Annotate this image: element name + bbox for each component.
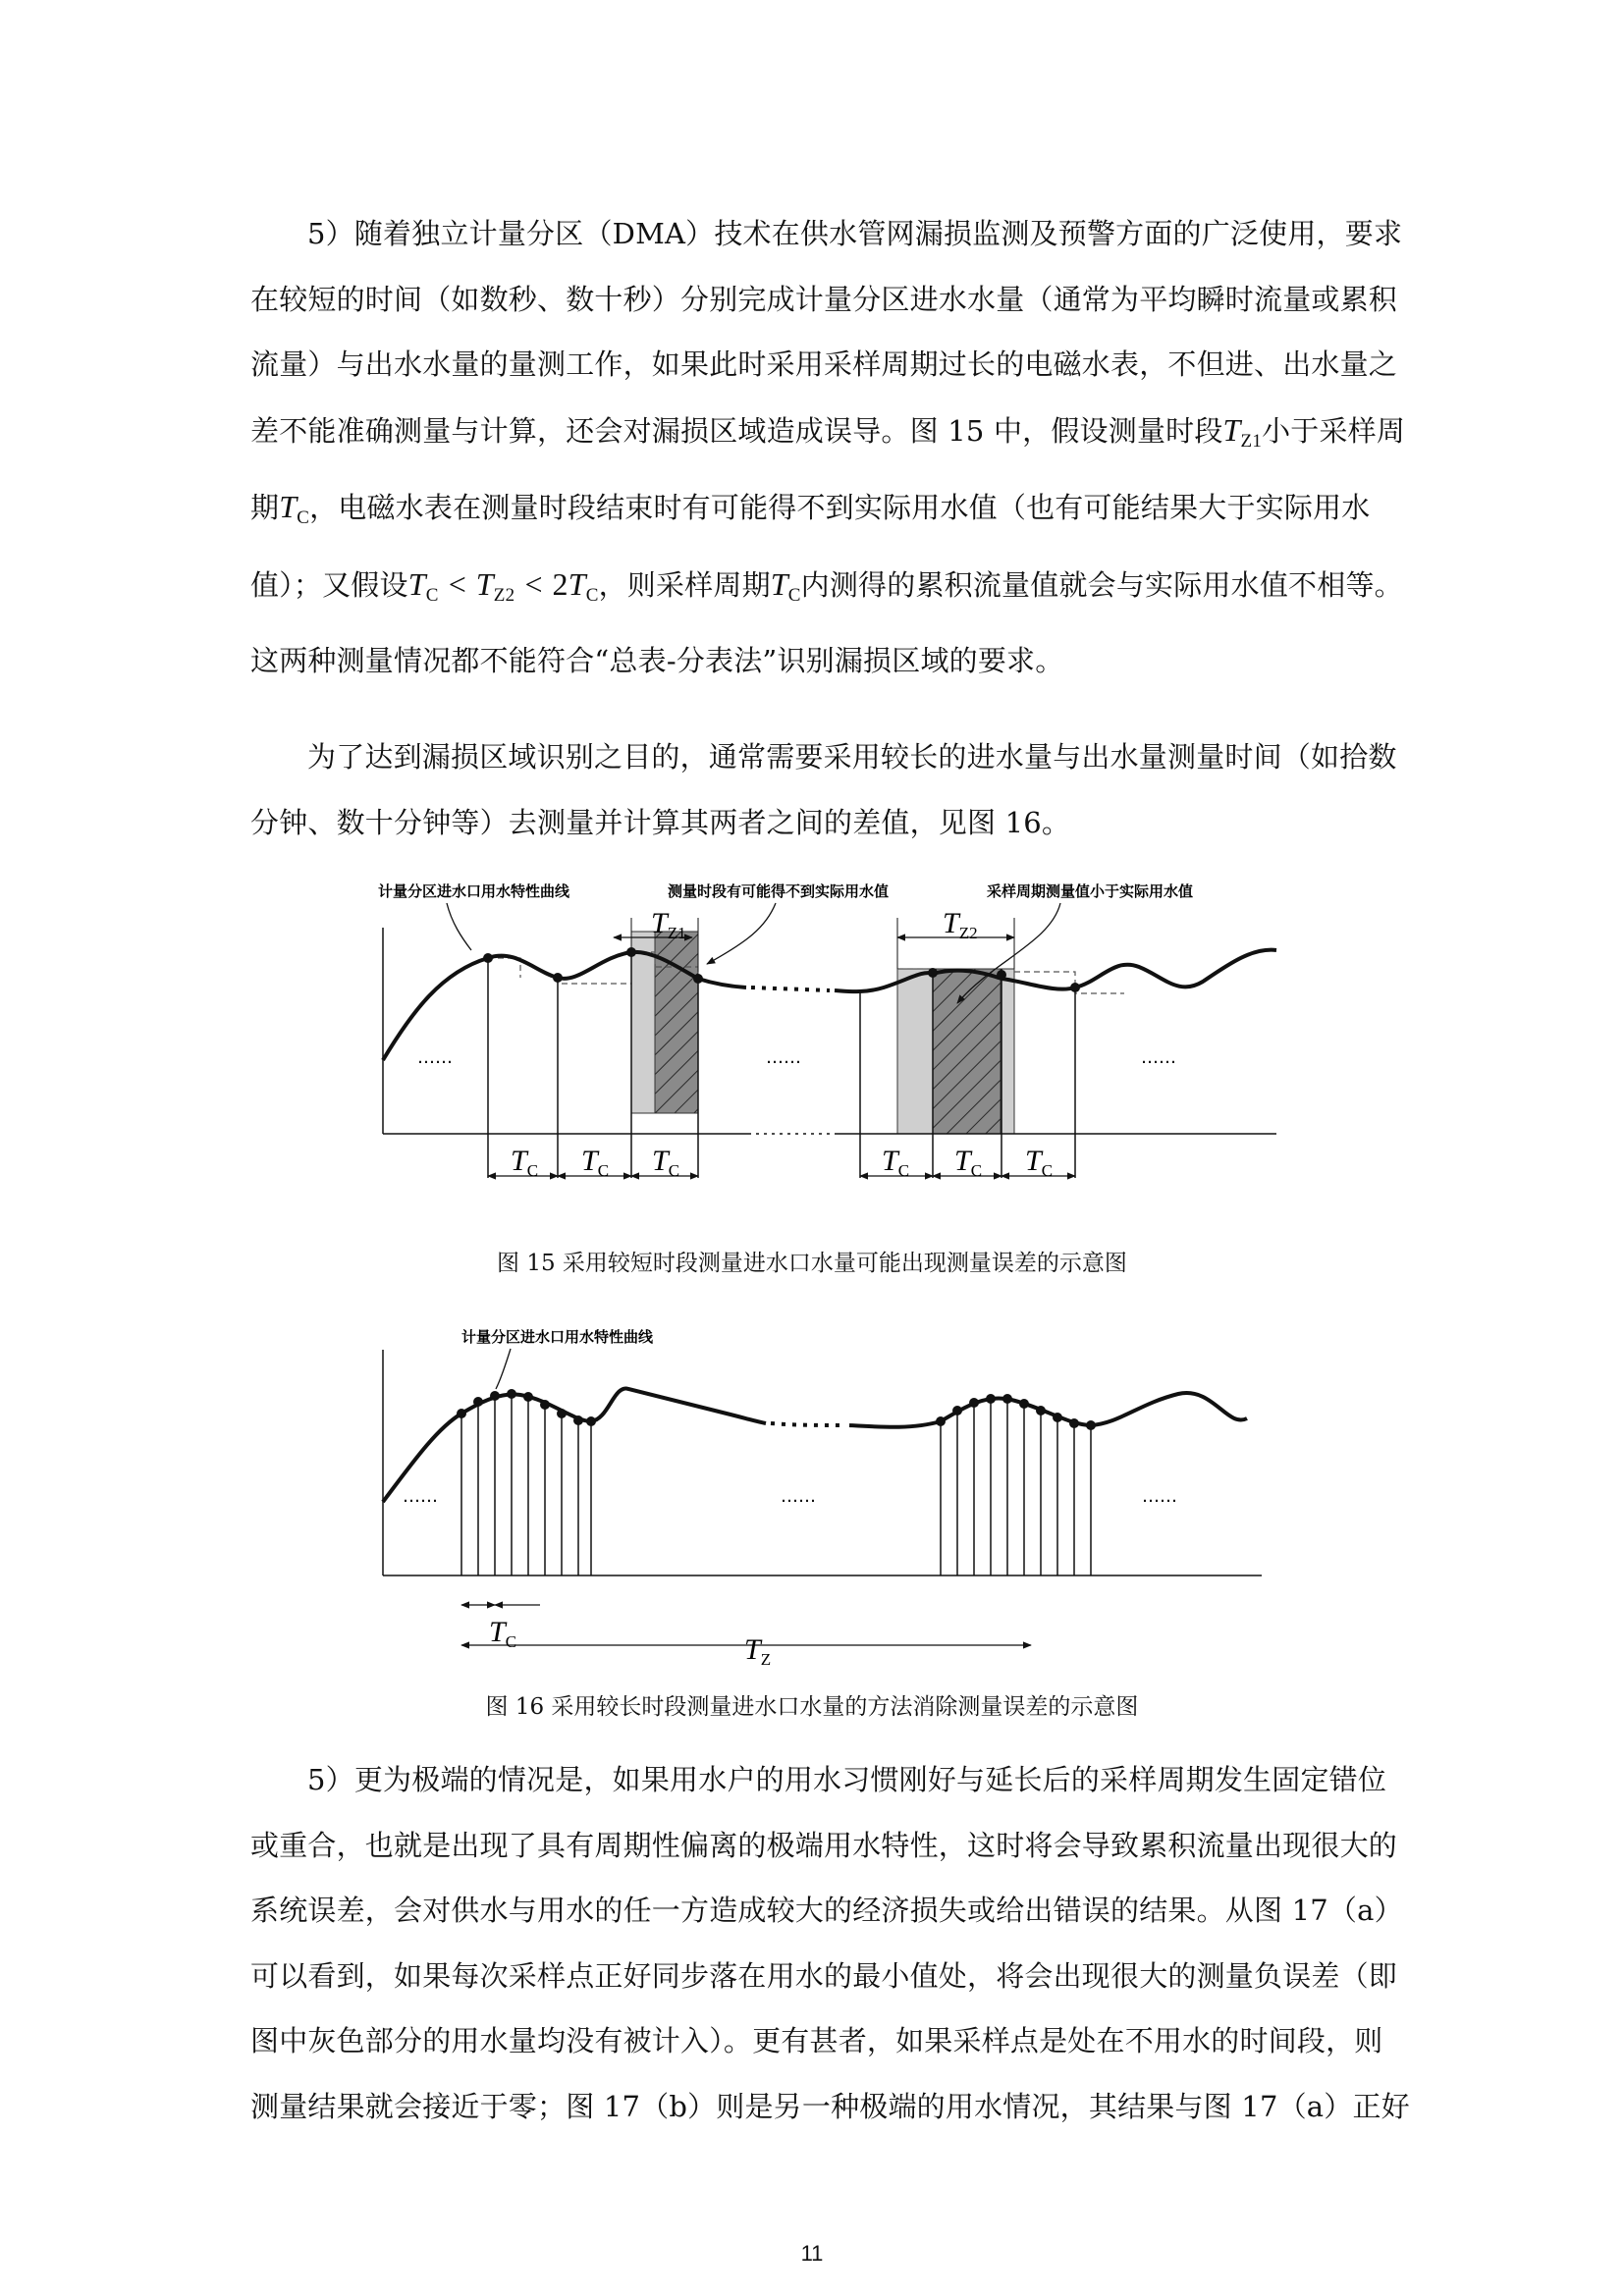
figure-15-caption: 图 15 采用较短时段测量进水口水量可能出现测量误差的示意图 [497, 1251, 1127, 1276]
label-curve: 计量分区进水口用水特性曲线 [461, 1328, 654, 1346]
water-usage-curve-dotted [751, 988, 830, 990]
label-tz1-error: 测量时段有可能得不到实际用水值 [668, 882, 890, 900]
text-line: 这两种测量情况都不能符合“总表-分表法”识别漏损区域的要求。 [250, 644, 1064, 677]
leader-line [447, 903, 471, 950]
text-line: 流量）与出水水量的量测工作，如果此时采用采样周期过长的电磁水表，不但进、出水量之 [250, 347, 1398, 381]
label-tz2: $T_{Z2}$ [943, 907, 978, 942]
sample-lines [941, 1398, 1091, 1575]
math-tz1: $T_{Z1}$ [1222, 411, 1263, 452]
text-line: 值）；又假设$T_C < T_{Z2} < 2T_C$，则采样周期$T_C$内测得的累积流量值就会与实际用水值不相等。 [250, 565, 1403, 606]
label-tc: $T_C$ [652, 1145, 680, 1180]
text-line: 5）随着独立计量分区（DMA）技术在供水管网漏损监测及预警方面的广泛使用，要求 [307, 217, 1403, 250]
label-tc: $T_C$ [489, 1616, 517, 1651]
text-line: 测量结果就会接近于零；图 17（b）则是另一种极端的用水情况，其结果与图 17（a）正好 [250, 2089, 1410, 2123]
math-tc: $T_C$ [770, 565, 801, 606]
text-line: 期$T_C$，电磁水表在测量时段结束时有可能得不到实际用水值（也有可能结果大于实际用水 [250, 489, 1371, 528]
sample-points [457, 1389, 1096, 1430]
text-line: 在较短的时间（如数秒、数十秒）分别完成计量分区进水水量（通常为平均瞬时流量或累积 [250, 282, 1398, 316]
ellipsis: …… [781, 1486, 816, 1507]
label-tc: $T_C$ [882, 1145, 910, 1180]
text-line: 5）更为极端的情况是，如果用水户的用水习惯刚好与延长后的采样周期发生固定错位 [307, 1763, 1387, 1796]
page-number: 11 [800, 2241, 824, 2266]
ellipsis: …… [1142, 1486, 1177, 1507]
label-sample-error: 采样周期测量值小于实际用水值 [987, 882, 1194, 900]
leader-line [496, 1349, 511, 1389]
leader-line [707, 903, 776, 964]
text-line: 差不能准确测量与计算，还会对漏损区域造成误导。图 15 中，假设测量时段$T_{Z1}$小于采样周 [250, 411, 1406, 452]
text-line: 为了达到漏损区域识别之目的，通常需要采用较长的进水量与出水量测量时间（如拾数 [307, 740, 1397, 774]
ellipsis: …… [403, 1486, 438, 1507]
text-line: 分钟、数十分钟等）去测量并计算其两者之间的差值，见图 16。 [250, 805, 1071, 839]
sample-lines [461, 1394, 591, 1575]
label-tz1: $T_{Z1}$ [651, 907, 686, 942]
text-line: 或重合，也就是出现了具有周期性偏离的极端用水特性，这时将会导致累积流量出现很大的 [250, 1828, 1398, 1862]
water-usage-curve [383, 1389, 766, 1502]
ellipsis: …… [1141, 1047, 1176, 1068]
paragraph-extreme-case [250, 1747, 1410, 2139]
text-line: 可以看到，如果每次采样点正好同步落在用水的最小值处，将会出现很大的测量负误差（即 [250, 1958, 1398, 1993]
ellipsis: …… [417, 1047, 453, 1068]
label-curve: 计量分区进水口用水特性曲线 [378, 882, 570, 900]
label-tc: $T_C$ [511, 1145, 539, 1180]
water-usage-curve [849, 1393, 1247, 1427]
ellipsis: …… [766, 1047, 801, 1068]
label-tz: $T_Z$ [744, 1633, 772, 1669]
label-tc: $T_C$ [1025, 1145, 1054, 1180]
label-tc: $T_C$ [954, 1145, 983, 1180]
text-line: 系统误差，会对供水与用水的任一方造成较大的经济损失或给出错误的结果。从图 17（a） [250, 1894, 1403, 1927]
math-inequality: $T_C < T_{Z2} < 2T_C$ [407, 565, 599, 606]
math-tc: $T_C$ [279, 489, 310, 528]
figure-16 [0, 1296, 1624, 1708]
label-tc: $T_C$ [581, 1145, 610, 1180]
text-line: 图中灰色部分的用水量均没有被计入）。更有甚者，如果采样点是处在不用水的时间段，则 [250, 2024, 1383, 2057]
water-usage-curve-dotted [771, 1423, 844, 1425]
figure-16-caption: 图 16 采用较长时段测量进水口水量的方法消除测量误差的示意图 [485, 1694, 1139, 1720]
